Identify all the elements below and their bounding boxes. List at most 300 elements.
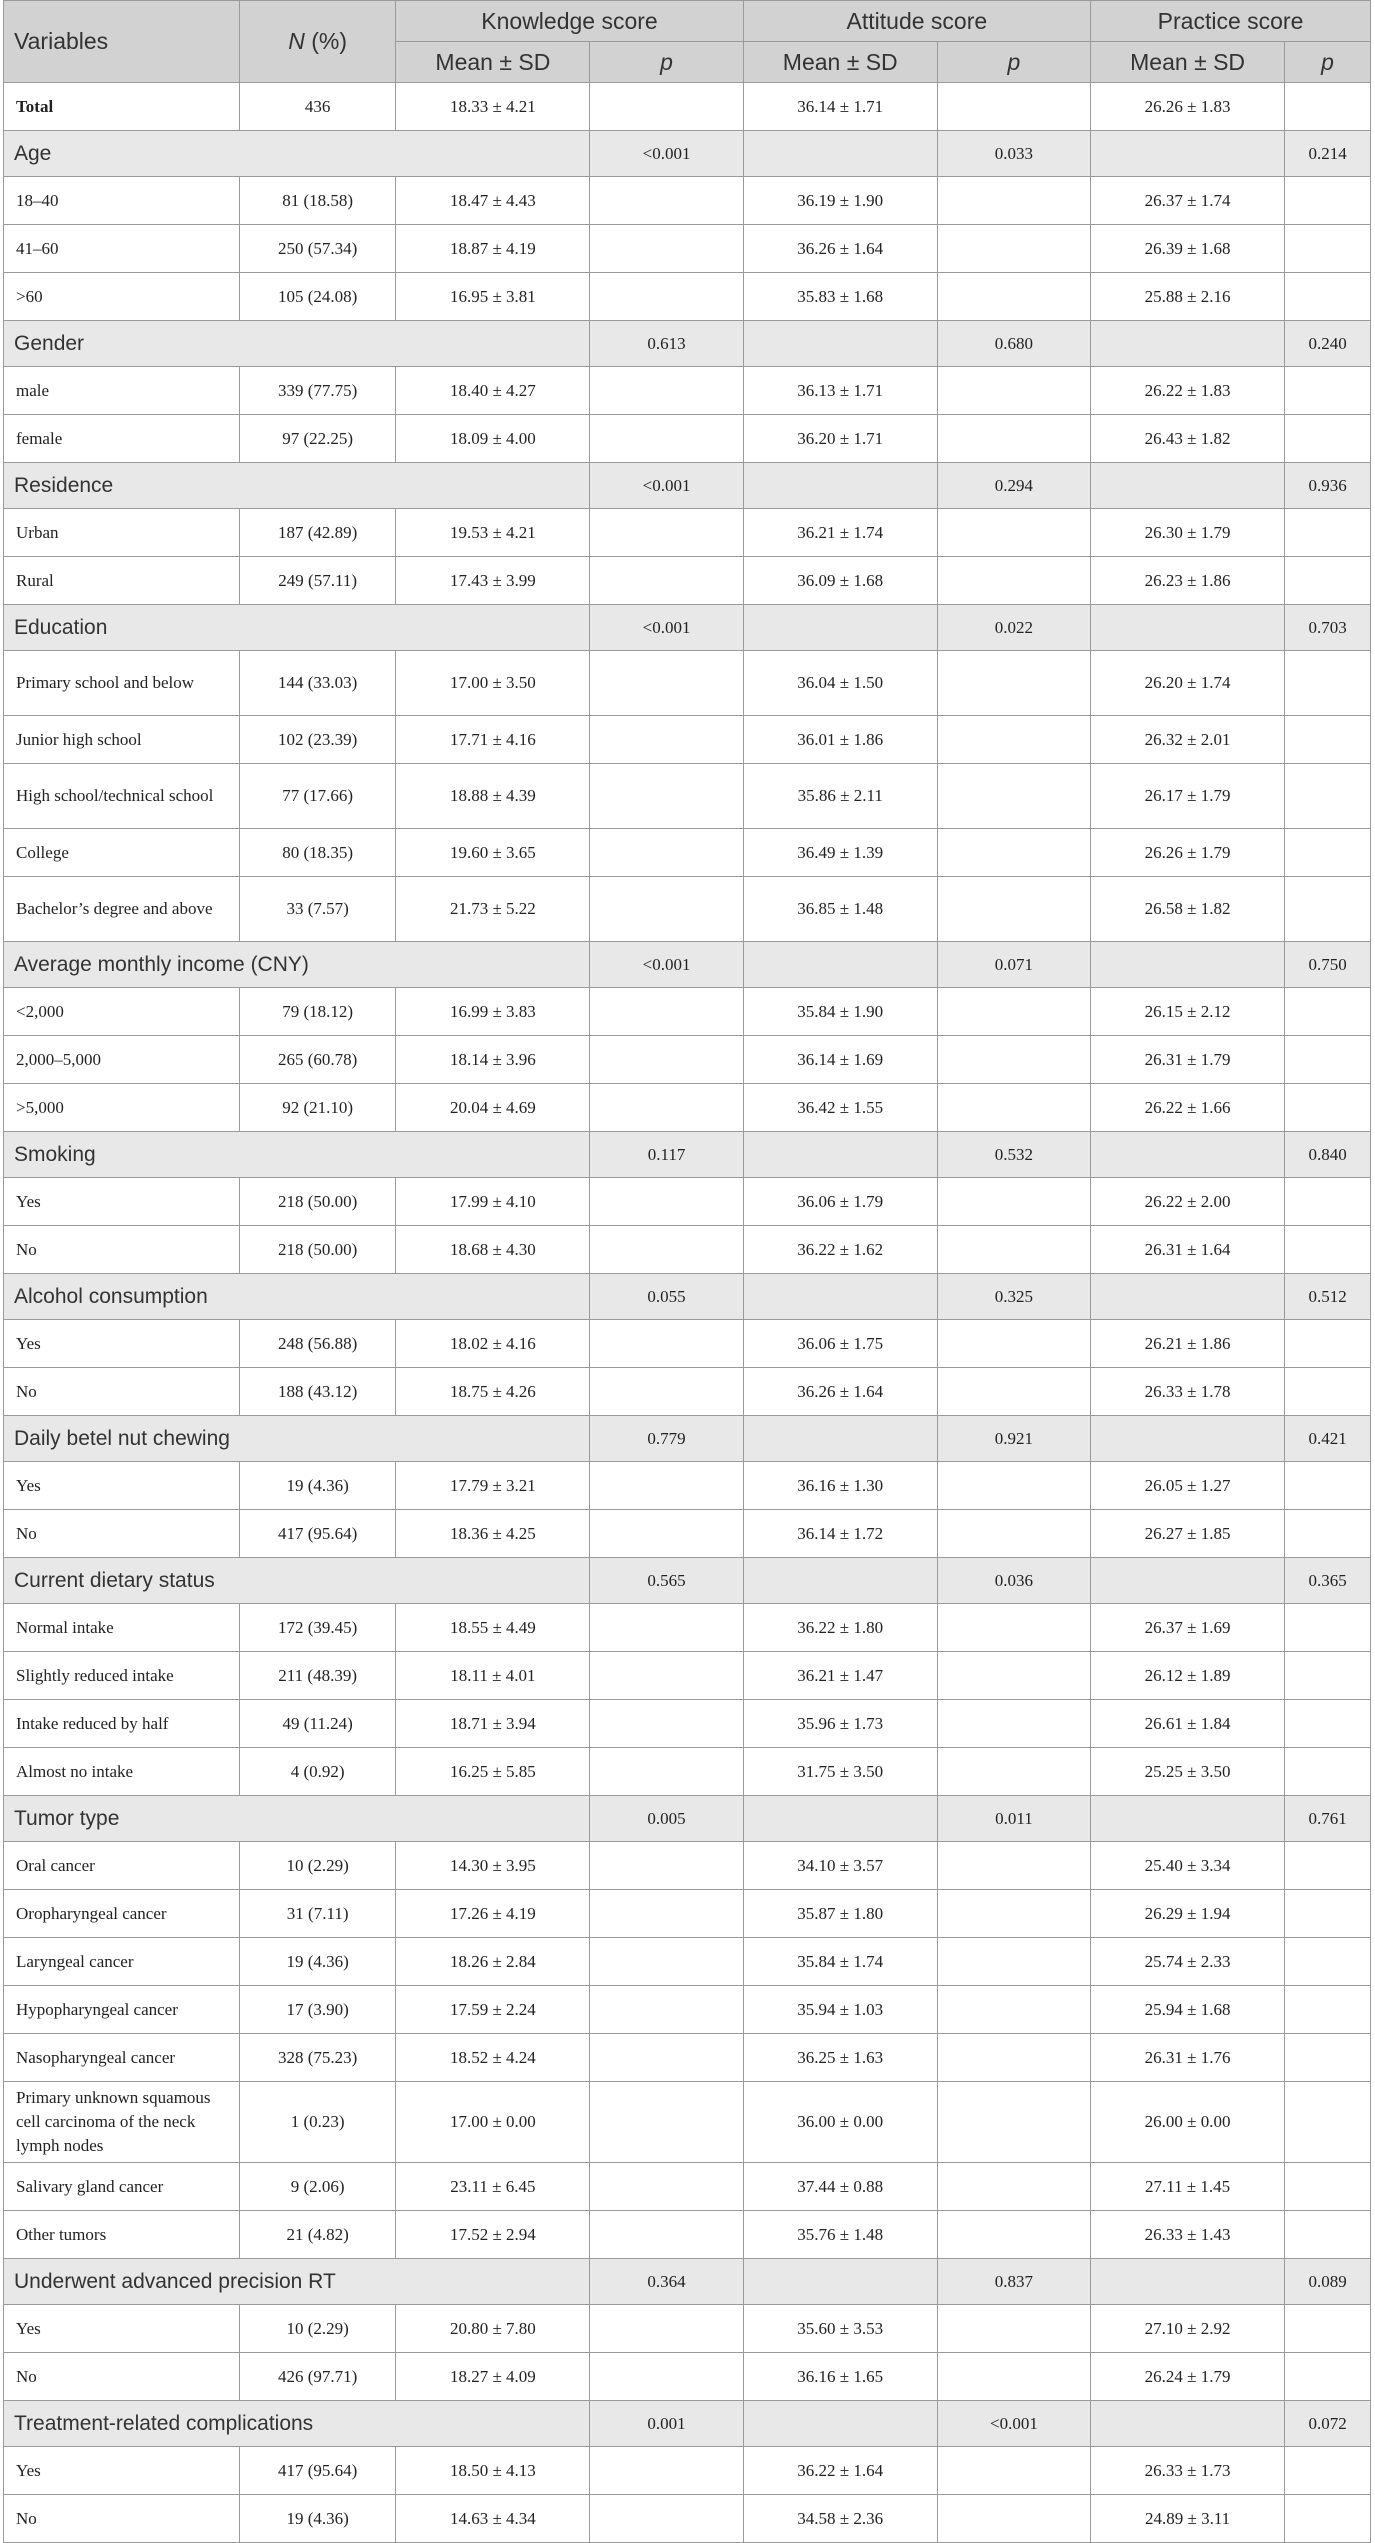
row-knowledge-p	[590, 225, 743, 273]
table-row	[4, 2082, 1371, 2163]
row-attitude: 36.00 ± 0.00	[743, 2082, 937, 2163]
table-row	[4, 1368, 1371, 1416]
group-header-row	[4, 2259, 1371, 2305]
row-attitude-p	[937, 415, 1090, 463]
table-row	[4, 509, 1371, 557]
group-empty-practice-mean	[1091, 321, 1285, 367]
group-p-knowledge: <0.001	[590, 942, 743, 988]
row-n: 105 (24.08)	[240, 273, 396, 321]
row-practice-p	[1285, 651, 1371, 716]
row-practice: 26.27 ± 1.85	[1091, 1510, 1285, 1558]
row-attitude: 36.21 ± 1.47	[743, 1652, 937, 1700]
row-n: 249 (57.11)	[240, 557, 396, 605]
row-label: Primary school and below	[4, 651, 240, 716]
row-practice-p	[1285, 1938, 1371, 1986]
row-attitude-p	[937, 2082, 1090, 2163]
table-row	[4, 1510, 1371, 1558]
row-knowledge-p	[590, 829, 743, 877]
row-n: 426 (97.71)	[240, 2353, 396, 2401]
table-row	[4, 1938, 1371, 1986]
row-attitude: 36.09 ± 1.68	[743, 557, 937, 605]
row-attitude-p	[937, 764, 1090, 829]
row-attitude: 35.84 ± 1.74	[743, 1938, 937, 1986]
group-p-attitude: <0.001	[937, 2401, 1090, 2447]
row-attitude: 35.87 ± 1.80	[743, 1890, 937, 1938]
row-practice-p	[1285, 1986, 1371, 2034]
row-practice: 26.37 ± 1.74	[1091, 177, 1285, 225]
row-practice-p	[1285, 2305, 1371, 2353]
row-knowledge: 14.63 ± 4.34	[396, 2495, 590, 2543]
header-practice-mean: Mean ± SD	[1091, 42, 1285, 83]
row-attitude: 36.21 ± 1.74	[743, 509, 937, 557]
row-attitude-p	[937, 177, 1090, 225]
table-row	[4, 988, 1371, 1036]
group-empty-attitude-mean	[743, 131, 937, 177]
row-practice-p	[1285, 2034, 1371, 2082]
row-practice: 26.32 ± 2.01	[1091, 716, 1285, 764]
group-title: Average monthly income (CNY)	[4, 942, 590, 988]
row-knowledge-p	[590, 1462, 743, 1510]
group-p-knowledge: 0.005	[590, 1796, 743, 1842]
header-practice: Practice score	[1091, 1, 1371, 42]
row-knowledge: 18.71 ± 3.94	[396, 1700, 590, 1748]
row-practice: 26.12 ± 1.89	[1091, 1652, 1285, 1700]
row-knowledge: 20.80 ± 7.80	[396, 2305, 590, 2353]
group-p-practice: 0.936	[1285, 463, 1371, 509]
row-knowledge-p	[590, 1604, 743, 1652]
row-knowledge: 17.59 ± 2.24	[396, 1986, 590, 2034]
row-attitude-p	[937, 1938, 1090, 1986]
row-practice: 26.31 ± 1.64	[1091, 1226, 1285, 1274]
row-attitude: 36.22 ± 1.62	[743, 1226, 937, 1274]
row-attitude-p	[937, 2353, 1090, 2401]
row-n: 144 (33.03)	[240, 651, 396, 716]
row-practice: 26.24 ± 1.79	[1091, 2353, 1285, 2401]
row-knowledge-p	[590, 2211, 743, 2259]
row-practice: 26.29 ± 1.94	[1091, 1890, 1285, 1938]
group-empty-practice-mean	[1091, 463, 1285, 509]
table-row	[4, 415, 1371, 463]
group-empty-practice-mean	[1091, 605, 1285, 651]
row-knowledge: 19.60 ± 3.65	[396, 829, 590, 877]
row-knowledge-p	[590, 273, 743, 321]
row-practice-p	[1285, 2495, 1371, 2543]
group-p-practice: 0.365	[1285, 1558, 1371, 1604]
group-empty-attitude-mean	[743, 321, 937, 367]
group-p-attitude: 0.036	[937, 1558, 1090, 1604]
row-label: female	[4, 415, 240, 463]
row-attitude: 35.96 ± 1.73	[743, 1700, 937, 1748]
row-practice-p	[1285, 177, 1371, 225]
row-knowledge-p	[590, 651, 743, 716]
row-n: 1 (0.23)	[240, 2082, 396, 2163]
row-attitude-p	[937, 1036, 1090, 1084]
row-attitude-p	[937, 1226, 1090, 1274]
row-attitude-p	[937, 1084, 1090, 1132]
group-p-attitude: 0.837	[937, 2259, 1090, 2305]
row-attitude-p	[937, 1604, 1090, 1652]
table-row	[4, 716, 1371, 764]
header-practice-p: p	[1285, 42, 1371, 83]
row-attitude: 36.16 ± 1.30	[743, 1462, 937, 1510]
row-knowledge: 17.00 ± 0.00	[396, 2082, 590, 2163]
row-label: Hypopharyngeal cancer	[4, 1986, 240, 2034]
row-practice-p	[1285, 764, 1371, 829]
row-practice-p	[1285, 877, 1371, 942]
row-attitude-p	[937, 225, 1090, 273]
row-attitude-p	[937, 2495, 1090, 2543]
group-empty-attitude-mean	[743, 1558, 937, 1604]
row-knowledge: 18.36 ± 4.25	[396, 1510, 590, 1558]
row-attitude: 36.85 ± 1.48	[743, 877, 937, 942]
row-practice-p	[1285, 1368, 1371, 1416]
row-label: <2,000	[4, 988, 240, 1036]
row-knowledge: 18.11 ± 4.01	[396, 1652, 590, 1700]
group-title: Residence	[4, 463, 590, 509]
row-practice: 27.11 ± 1.45	[1091, 2163, 1285, 2211]
table-row	[4, 177, 1371, 225]
table-row	[4, 367, 1371, 415]
table-row	[4, 829, 1371, 877]
group-p-knowledge: 0.779	[590, 1416, 743, 1462]
row-n: 187 (42.89)	[240, 509, 396, 557]
header-n-letter: N	[288, 28, 305, 54]
row-knowledge-p	[590, 1652, 743, 1700]
row-n: 4 (0.92)	[240, 1748, 396, 1796]
row-n: 417 (95.64)	[240, 1510, 396, 1558]
row-label: Oropharyngeal cancer	[4, 1890, 240, 1938]
row-practice: 26.33 ± 1.78	[1091, 1368, 1285, 1416]
row-knowledge: 18.52 ± 4.24	[396, 2034, 590, 2082]
row-label: Urban	[4, 509, 240, 557]
row-practice-p	[1285, 1890, 1371, 1938]
row-attitude-p	[937, 1842, 1090, 1890]
row-knowledge: 18.87 ± 4.19	[396, 225, 590, 273]
group-p-attitude: 0.532	[937, 1132, 1090, 1178]
row-n: 417 (95.64)	[240, 2447, 396, 2495]
row-knowledge: 23.11 ± 6.45	[396, 2163, 590, 2211]
row-attitude-p	[937, 273, 1090, 321]
row-attitude-p	[937, 988, 1090, 1036]
row-attitude: 36.26 ± 1.64	[743, 1368, 937, 1416]
group-p-attitude: 0.325	[937, 1274, 1090, 1320]
row-practice: 25.25 ± 3.50	[1091, 1748, 1285, 1796]
group-p-attitude: 0.071	[937, 942, 1090, 988]
group-title: Underwent advanced precision RT	[4, 2259, 590, 2305]
row-practice-p	[1285, 1604, 1371, 1652]
row-practice: 27.10 ± 2.92	[1091, 2305, 1285, 2353]
row-practice: 26.26 ± 1.79	[1091, 829, 1285, 877]
row-attitude-p	[937, 1368, 1090, 1416]
row-label: Primary unknown squamous cell carcinoma of the neck lymph nodes	[4, 2082, 240, 2163]
group-empty-practice-mean	[1091, 2259, 1285, 2305]
group-p-practice: 0.512	[1285, 1274, 1371, 1320]
row-attitude-p	[937, 2211, 1090, 2259]
row-attitude: 36.01 ± 1.86	[743, 716, 937, 764]
header-attitude-mean: Mean ± SD	[743, 42, 937, 83]
row-practice-p	[1285, 1510, 1371, 1558]
header-knowledge: Knowledge score	[396, 1, 743, 42]
row-knowledge-p	[590, 988, 743, 1036]
table-row	[4, 273, 1371, 321]
row-label: >60	[4, 273, 240, 321]
group-p-knowledge: 0.001	[590, 2401, 743, 2447]
row-practice-p	[1285, 367, 1371, 415]
row-practice-p	[1285, 988, 1371, 1036]
row-n: 250 (57.34)	[240, 225, 396, 273]
group-p-knowledge: 0.364	[590, 2259, 743, 2305]
group-empty-attitude-mean	[743, 605, 937, 651]
row-knowledge: 18.02 ± 4.16	[396, 1320, 590, 1368]
row-practice: 26.31 ± 1.76	[1091, 2034, 1285, 2082]
group-header-row	[4, 1274, 1371, 1320]
row-label: Yes	[4, 1178, 240, 1226]
group-title: Education	[4, 605, 590, 651]
row-knowledge-p	[590, 1748, 743, 1796]
kap-score-table	[3, 0, 1371, 2543]
table-row	[4, 1986, 1371, 2034]
row-n: 248 (56.88)	[240, 1320, 396, 1368]
row-practice: 26.31 ± 1.79	[1091, 1036, 1285, 1084]
row-n: 81 (18.58)	[240, 177, 396, 225]
row-attitude: 36.19 ± 1.90	[743, 177, 937, 225]
row-attitude: 36.06 ± 1.79	[743, 1178, 937, 1226]
row-n: 19 (4.36)	[240, 1462, 396, 1510]
row-knowledge: 20.04 ± 4.69	[396, 1084, 590, 1132]
row-practice-p	[1285, 1178, 1371, 1226]
row-label: Junior high school	[4, 716, 240, 764]
row-practice: 26.39 ± 1.68	[1091, 225, 1285, 273]
row-attitude: 36.20 ± 1.71	[743, 415, 937, 463]
row-practice-p	[1285, 2447, 1371, 2495]
row-label: Salivary gland cancer	[4, 2163, 240, 2211]
row-practice-p	[1285, 829, 1371, 877]
row-practice-p	[1285, 1462, 1371, 1510]
group-p-knowledge: 0.055	[590, 1274, 743, 1320]
row-knowledge-p	[590, 1890, 743, 1938]
row-attitude-p	[937, 829, 1090, 877]
row-practice: 26.33 ± 1.43	[1091, 2211, 1285, 2259]
row-attitude: 36.06 ± 1.75	[743, 1320, 937, 1368]
group-empty-attitude-mean	[743, 1274, 937, 1320]
row-attitude-p	[937, 2447, 1090, 2495]
row-practice-p	[1285, 557, 1371, 605]
row-practice: 26.21 ± 1.86	[1091, 1320, 1285, 1368]
group-empty-practice-mean	[1091, 131, 1285, 177]
group-empty-practice-mean	[1091, 1558, 1285, 1604]
row-practice-p	[1285, 2353, 1371, 2401]
row-knowledge: 18.26 ± 2.84	[396, 1938, 590, 1986]
row-n: 10 (2.29)	[240, 2305, 396, 2353]
group-header-row	[4, 131, 1371, 177]
group-empty-attitude-mean	[743, 2401, 937, 2447]
group-title: Smoking	[4, 1132, 590, 1178]
row-n: 19 (4.36)	[240, 1938, 396, 1986]
row-label: No	[4, 1510, 240, 1558]
row-practice: 26.58 ± 1.82	[1091, 877, 1285, 942]
table-row	[4, 1320, 1371, 1368]
group-header-row	[4, 605, 1371, 651]
row-n: 97 (22.25)	[240, 415, 396, 463]
group-header-row	[4, 321, 1371, 367]
row-practice-p	[1285, 1700, 1371, 1748]
row-knowledge-p	[590, 2447, 743, 2495]
group-empty-practice-mean	[1091, 942, 1285, 988]
group-p-practice: 0.072	[1285, 2401, 1371, 2447]
row-n: 172 (39.45)	[240, 1604, 396, 1652]
group-p-practice: 0.840	[1285, 1132, 1371, 1178]
row-practice: 26.23 ± 1.86	[1091, 557, 1285, 605]
row-label: 41–60	[4, 225, 240, 273]
row-attitude-p	[937, 877, 1090, 942]
group-empty-attitude-mean	[743, 463, 937, 509]
row-attitude: 36.13 ± 1.71	[743, 367, 937, 415]
row-label: High school/technical school	[4, 764, 240, 829]
row-knowledge: 18.88 ± 4.39	[396, 764, 590, 829]
row-knowledge: 14.30 ± 3.95	[396, 1842, 590, 1890]
row-n: 92 (21.10)	[240, 1084, 396, 1132]
row-practice-p	[1285, 273, 1371, 321]
row-practice: 25.74 ± 2.33	[1091, 1938, 1285, 1986]
row-n: 211 (48.39)	[240, 1652, 396, 1700]
group-p-knowledge: 0.613	[590, 321, 743, 367]
row-practice: 26.22 ± 1.66	[1091, 1084, 1285, 1132]
group-p-practice: 0.750	[1285, 942, 1371, 988]
table-row	[4, 1748, 1371, 1796]
table-row	[4, 1462, 1371, 1510]
row-attitude-p	[937, 1700, 1090, 1748]
row-label: Laryngeal cancer	[4, 1938, 240, 1986]
group-p-attitude: 0.680	[937, 321, 1090, 367]
row-attitude: 36.26 ± 1.64	[743, 225, 937, 273]
row-practice-p	[1285, 2211, 1371, 2259]
row-knowledge: 17.52 ± 2.94	[396, 2211, 590, 2259]
row-practice: 25.88 ± 2.16	[1091, 273, 1285, 321]
row-knowledge-p	[590, 716, 743, 764]
row-practice: 26.17 ± 1.79	[1091, 764, 1285, 829]
table-row	[4, 1842, 1371, 1890]
table-header	[4, 1, 1371, 83]
group-header-row	[4, 942, 1371, 988]
row-n: 218 (50.00)	[240, 1178, 396, 1226]
group-title: Age	[4, 131, 590, 177]
row-attitude-p	[937, 1510, 1090, 1558]
group-empty-attitude-mean	[743, 2259, 937, 2305]
row-attitude: 36.14 ± 1.72	[743, 1510, 937, 1558]
total-n: 436	[240, 83, 396, 131]
table-row	[4, 1178, 1371, 1226]
row-attitude: 36.04 ± 1.50	[743, 651, 937, 716]
row-n: 188 (43.12)	[240, 1368, 396, 1416]
group-title: Current dietary status	[4, 1558, 590, 1604]
table-row	[4, 2495, 1371, 2543]
row-practice-p	[1285, 509, 1371, 557]
group-header-row	[4, 1416, 1371, 1462]
group-title: Treatment-related complications	[4, 2401, 590, 2447]
row-knowledge-p	[590, 1226, 743, 1274]
table-row	[4, 1036, 1371, 1084]
total-knowledge: 18.33 ± 4.21	[396, 83, 590, 131]
group-empty-practice-mean	[1091, 2401, 1285, 2447]
table-row	[4, 557, 1371, 605]
row-knowledge: 18.40 ± 4.27	[396, 367, 590, 415]
table-row	[4, 2305, 1371, 2353]
row-label: No	[4, 1368, 240, 1416]
row-practice-p	[1285, 1036, 1371, 1084]
row-attitude: 35.94 ± 1.03	[743, 1986, 937, 2034]
row-n: 77 (17.66)	[240, 764, 396, 829]
table-row	[4, 2034, 1371, 2082]
total-knowledge-p	[590, 83, 743, 131]
table-row	[4, 1700, 1371, 1748]
group-header-row	[4, 2401, 1371, 2447]
row-label: Intake reduced by half	[4, 1700, 240, 1748]
row-practice: 26.37 ± 1.69	[1091, 1604, 1285, 1652]
row-practice-p	[1285, 716, 1371, 764]
row-attitude: 36.14 ± 1.69	[743, 1036, 937, 1084]
row-attitude-p	[937, 1320, 1090, 1368]
row-practice-p	[1285, 2163, 1371, 2211]
total-practice-p	[1285, 83, 1371, 131]
row-n: 265 (60.78)	[240, 1036, 396, 1084]
row-knowledge-p	[590, 764, 743, 829]
row-knowledge: 17.71 ± 4.16	[396, 716, 590, 764]
table-row	[4, 1226, 1371, 1274]
row-knowledge: 17.26 ± 4.19	[396, 1890, 590, 1938]
row-knowledge-p	[590, 415, 743, 463]
row-practice: 26.22 ± 1.83	[1091, 367, 1285, 415]
row-attitude: 35.76 ± 1.48	[743, 2211, 937, 2259]
row-attitude: 36.25 ± 1.63	[743, 2034, 937, 2082]
group-p-knowledge: <0.001	[590, 131, 743, 177]
row-label: Normal intake	[4, 1604, 240, 1652]
row-n: 339 (77.75)	[240, 367, 396, 415]
row-knowledge-p	[590, 2082, 743, 2163]
row-label: >5,000	[4, 1084, 240, 1132]
table-body	[4, 83, 1371, 2543]
group-empty-practice-mean	[1091, 1796, 1285, 1842]
row-knowledge: 18.68 ± 4.30	[396, 1226, 590, 1274]
group-p-attitude: 0.011	[937, 1796, 1090, 1842]
row-attitude: 36.49 ± 1.39	[743, 829, 937, 877]
row-knowledge: 16.25 ± 5.85	[396, 1748, 590, 1796]
row-n: 9 (2.06)	[240, 2163, 396, 2211]
row-label: Yes	[4, 1320, 240, 1368]
row-label: Rural	[4, 557, 240, 605]
row-attitude-p	[937, 367, 1090, 415]
row-knowledge-p	[590, 557, 743, 605]
row-n: 218 (50.00)	[240, 1226, 396, 1274]
row-knowledge-p	[590, 877, 743, 942]
row-n: 31 (7.11)	[240, 1890, 396, 1938]
total-attitude-p	[937, 83, 1090, 131]
row-knowledge-p	[590, 2163, 743, 2211]
row-practice: 24.89 ± 3.11	[1091, 2495, 1285, 2543]
row-knowledge: 18.09 ± 4.00	[396, 415, 590, 463]
row-n: 19 (4.36)	[240, 2495, 396, 2543]
header-n: N (%)	[240, 1, 396, 83]
row-label: College	[4, 829, 240, 877]
row-practice-p	[1285, 1748, 1371, 1796]
row-attitude: 36.22 ± 1.64	[743, 2447, 937, 2495]
group-p-practice: 0.214	[1285, 131, 1371, 177]
row-n: 49 (11.24)	[240, 1700, 396, 1748]
row-knowledge: 17.99 ± 4.10	[396, 1178, 590, 1226]
row-attitude-p	[937, 1890, 1090, 1938]
row-label: Nasopharyngeal cancer	[4, 2034, 240, 2082]
group-header-row	[4, 463, 1371, 509]
row-knowledge: 18.27 ± 4.09	[396, 2353, 590, 2401]
